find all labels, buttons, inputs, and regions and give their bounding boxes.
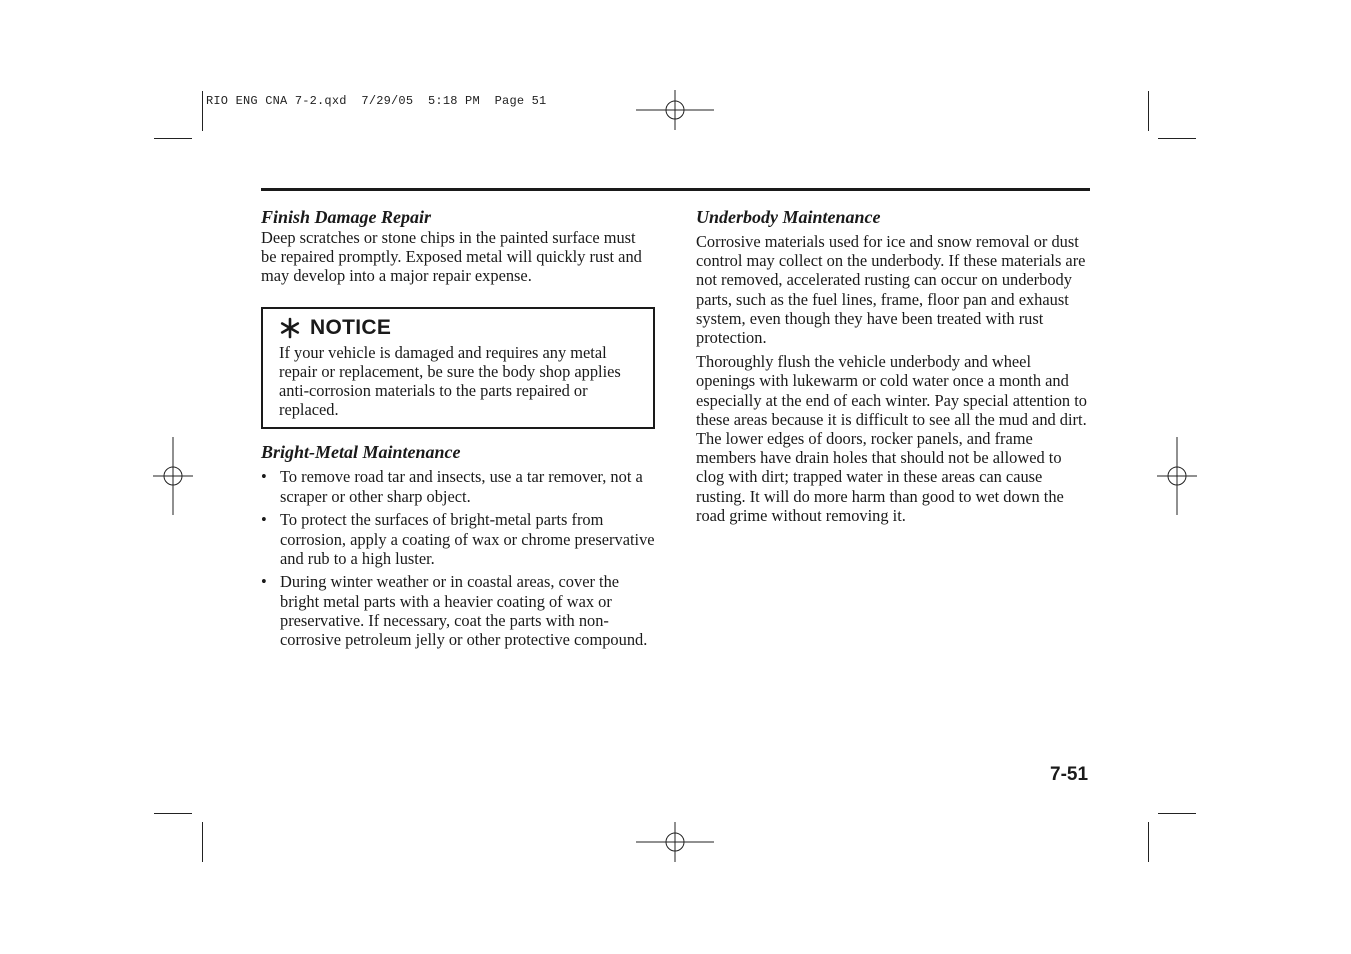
- notice-box: [261, 307, 655, 430]
- asterisk-icon: [279, 317, 301, 339]
- crop-mark: [154, 138, 192, 139]
- notice-title: NOTICE: [310, 315, 392, 339]
- list-item-text: To remove road tar and insects, use a tar remover, not a scraper or other sharp object.: [280, 467, 643, 506]
- header-rule: [261, 188, 1090, 191]
- notice-header: [279, 313, 643, 343]
- crop-mark: [1148, 91, 1149, 131]
- right-column: [696, 206, 1092, 525]
- bullet-icon: •: [261, 510, 267, 530]
- bullet-icon: •: [261, 467, 267, 487]
- registration-mark-icon: [153, 437, 193, 515]
- finish-damage-body: Deep scratches or stone chips in the painted surface must be repaired promptly. Exposed metal will quickly rust and may develop into a major repair expense.: [261, 228, 642, 286]
- registration-mark-icon: [1157, 437, 1197, 515]
- list-item: [261, 510, 655, 568]
- underbody-heading: Underbody Maintenance: [696, 207, 881, 227]
- page-number: 7-51: [1050, 764, 1089, 785]
- registration-mark-icon: [636, 90, 714, 130]
- list-item-text: During winter weather or in coastal areas, cover the bright metal parts with a heavier coating of wax or preservative. If necessary, coat the parts with non-corrosive petroleum jelly or other protective compound.: [280, 572, 648, 650]
- crop-mark: [1158, 138, 1196, 139]
- list-item: [261, 467, 655, 505]
- underbody-paragraph-1: Corrosive materials used for ice and snow removal or dust control may collect on the underbody. If these materials are not removed, accelerated rusting can occur on underbody parts, such as the fuel lines, frame, floor pan and exhaust system, even though they have been treated with rust protection.: [696, 232, 1086, 348]
- list-item: [261, 572, 655, 649]
- finish-damage-heading: Finish Damage Repair: [261, 207, 432, 227]
- registration-mark-icon: [636, 822, 714, 862]
- bright-metal-heading: Bright-Metal Maintenance: [261, 442, 461, 463]
- bullet-icon: •: [261, 572, 267, 592]
- print-slug-line: RIO ENG CNA 7-2.qxd 7/29/05 5:18 PM Page 51: [206, 94, 547, 108]
- crop-mark: [1148, 822, 1149, 862]
- crop-mark: [154, 813, 192, 814]
- underbody-paragraph-2: Thoroughly flush the vehicle underbody and wheel openings with lukewarm or cold water once a month and especially at the end of each winter. Pay special attention to these areas because it is difficult to see all the mud and dirt. The lower edges of doors, rocker panels, and frame members have drain holes that should not be allowed to clog with dirt; trapped water in these areas can cause rusting. It will do more harm than good to wet down the road grime without removing it.: [696, 352, 1087, 525]
- bright-metal-list: [261, 467, 655, 649]
- left-column: [261, 206, 655, 654]
- notice-body: If your vehicle is damaged and requires any metal repair or replacement, be sure the body shop applies anti-corrosion materials to the parts repaired or replaced.: [279, 342, 621, 420]
- crop-mark: [202, 822, 203, 862]
- list-item-text: To protect the surfaces of bright-metal parts from corrosion, apply a coating of wax or chrome preservative and rub to a high luster.: [280, 510, 655, 568]
- crop-mark: [202, 91, 203, 131]
- crop-mark: [1158, 813, 1196, 814]
